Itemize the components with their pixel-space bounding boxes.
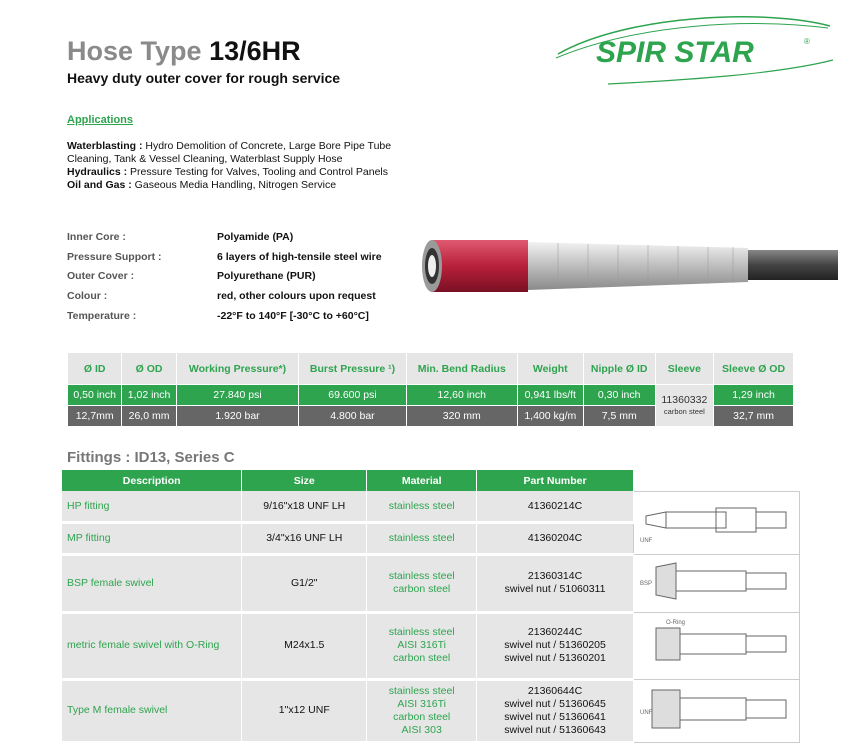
- page-subtitle: Heavy duty outer cover for rough service: [67, 70, 341, 86]
- applications-list: [67, 140, 412, 192]
- col-header: Min. Bend Radius: [406, 353, 517, 385]
- col-header: Description: [62, 470, 242, 491]
- col-header: Weight: [517, 353, 583, 385]
- hp-mp-fitting-drawing: [633, 491, 799, 554]
- col-header: Size: [242, 470, 367, 491]
- col-header: Working Pressure*): [176, 353, 299, 385]
- hose-image: [418, 236, 838, 296]
- spec-row: Inner Core : Polyamide (PA): [67, 230, 294, 243]
- col-header: Nipple Ø ID: [583, 353, 655, 385]
- metric-swivel-drawing: [633, 612, 799, 679]
- table-row: 0,50 inch 1,02 inch 27.840 psi 69.600 psi 12,60 inch 0,941 lbs/ft 0,30 inch 11360332 carbon steel 1,29 inch: [68, 385, 794, 406]
- spec-row: Outer Cover : Polyurethane (PUR): [67, 270, 316, 283]
- brand-text: SPIR STAR: [596, 36, 754, 69]
- bsp-swivel-drawing: [633, 554, 799, 612]
- col-header: Ø ID: [68, 353, 122, 385]
- col-header: Part Number: [477, 470, 634, 491]
- svg-text:®: ®: [804, 37, 810, 46]
- brand-logo: [548, 14, 838, 86]
- applications-heading: Applications: [67, 114, 134, 126]
- svg-text:O-Ring: O-Ring: [666, 619, 686, 626]
- col-header: Material: [367, 470, 477, 491]
- col-header: Sleeve Ø OD: [714, 353, 794, 385]
- sleeve-cell: 11360332 carbon steel: [655, 385, 714, 427]
- svg-text:BSP: BSP: [640, 581, 653, 587]
- spec-row: Colour : red, other colours upon request: [67, 289, 376, 302]
- title-model: 13/6HR: [209, 36, 301, 66]
- table-row: MP fitting 3/4"x16 UNF LH stainless steel 41360204C: [62, 523, 800, 555]
- col-header: Burst Pressure ¹): [299, 353, 406, 385]
- application-item: Hydraulics : Pressure Testing for Valves, Tooling and Control Panels: [67, 166, 389, 178]
- table-row: metric female swivel with O-Ring M24x1.5 stainless steel AISI 316Ti carbon steel 21360244C swivel nut / 51360205 swivel nut / 51360201 O-Ring: [62, 612, 800, 679]
- technical-data-table: [67, 352, 794, 427]
- spec-list: [67, 227, 382, 325]
- type-m-swivel-drawing: [633, 679, 799, 742]
- spec-row: Temperature : -22°F to 140°F [-30°C to +60°C]: [67, 309, 369, 322]
- fittings-heading: Fittings : ID13, Series C: [67, 449, 235, 466]
- table-row: Type M female swivel 1"x12 UNF stainless steel AISI 316Ti carbon steel AISI 303 21360644C swivel nut / 51360645 swivel nut / 51360641 swivel nut / 51360643 UNF: [62, 679, 800, 742]
- svg-text:UNF: UNF: [640, 537, 653, 544]
- application-item: Waterblasting : Hydro Demolition of Concrete, Large Bore Pipe Tube Cleaning, Tank & Vessel Cleaning, Waterblast Supply Hose: [67, 140, 392, 165]
- title-prefix: Hose Type: [67, 36, 202, 66]
- table-row: BSP female swivel G1/2" stainless steel carbon steel 21360314C swivel nut / 51060311 BSP: [62, 554, 800, 612]
- page-title: [67, 36, 301, 67]
- table-row: HP fitting 9/16"x18 UNF LH stainless steel 41360214C UNF: [62, 491, 800, 523]
- col-header: Ø OD: [122, 353, 176, 385]
- svg-text:UNF: UNF: [640, 709, 653, 716]
- fittings-table: [62, 470, 800, 744]
- col-header: Sleeve: [655, 353, 714, 385]
- application-item: Oil and Gas : Gaseous Media Handling, Nitrogen Service: [67, 179, 337, 191]
- spec-row: Pressure Support : 6 layers of high-tensile steel wire: [67, 250, 382, 263]
- table-row: 12,7mm 26,0 mm 1.920 bar 4.800 bar 320 mm 1,400 kg/m 7,5 mm 32,7 mm: [68, 406, 794, 427]
